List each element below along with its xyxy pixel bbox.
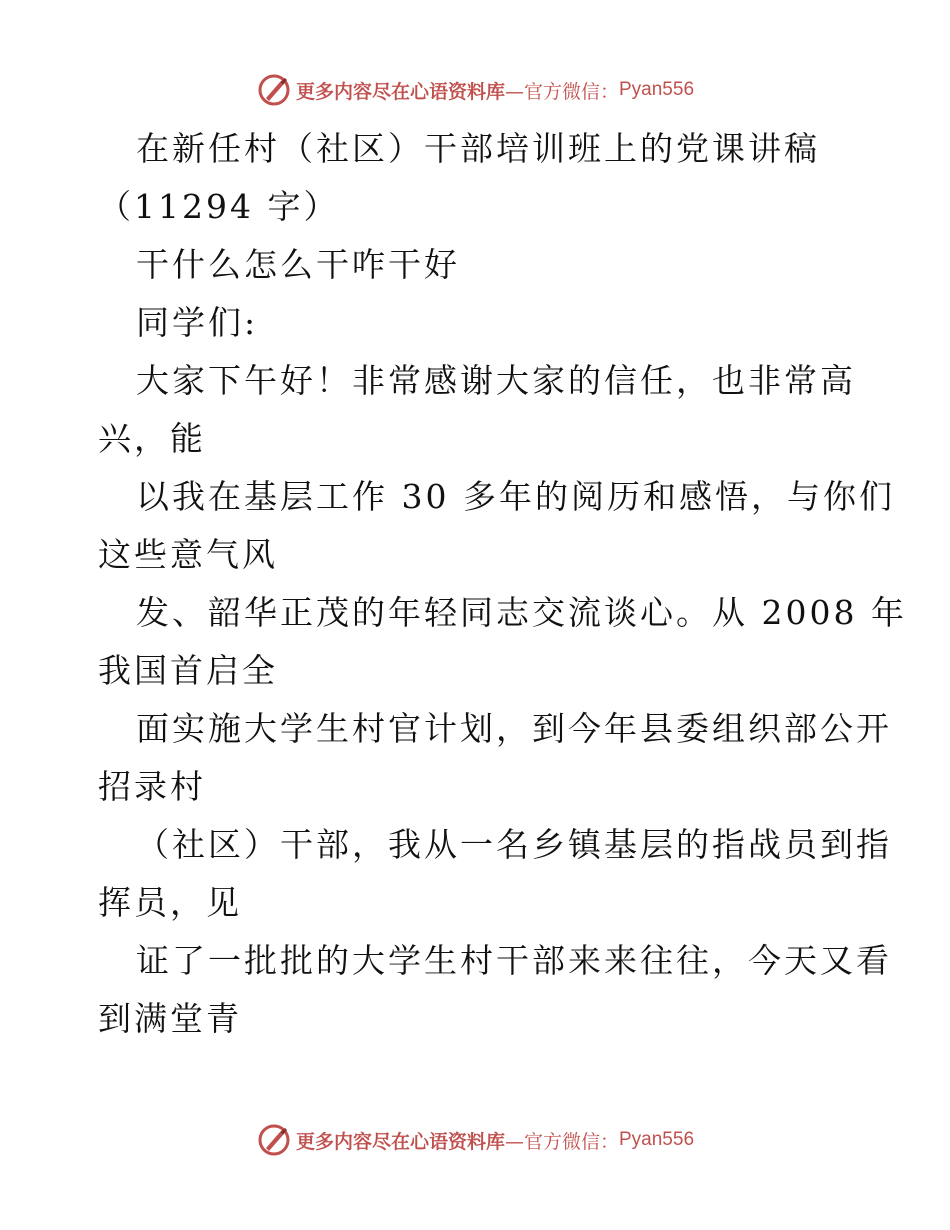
doc-line: （社区）干部，我从一名乡镇基层的指战员到指 [136, 825, 892, 864]
document-body [98, 120, 907, 1048]
header-watermark-banner [0, 70, 950, 110]
doc-line: 证了一批批的大学生村干部来来往往，今天又看 [136, 941, 892, 980]
banner-wechat-id: Pyan556 [619, 79, 695, 100]
doc-line: 招录村 [98, 767, 206, 806]
doc-line: 到满堂青 [98, 999, 242, 1038]
pen-logo-icon [256, 1122, 292, 1158]
banner-wechat-id: Pyan556 [619, 1129, 695, 1150]
doc-line: 以我在基层工作 30 多年的阅历和感悟，与你们 [136, 477, 895, 516]
banner-text: 更多内容尽在心语资料库 [295, 1130, 505, 1153]
banner-text: 更多内容尽在心语资料库 [295, 80, 505, 103]
doc-line: 兴，能 [98, 419, 206, 458]
doc-line: 挥员，见 [98, 883, 242, 922]
doc-subtitle: 干什么怎么干咋干好 [136, 245, 460, 284]
doc-line: 面实施大学生村官计划，到今年县委组织部公开 [136, 709, 892, 748]
pen-logo-icon [256, 72, 292, 108]
doc-line: 这些意气风 [98, 535, 278, 574]
banner-separator: —官方微信： [504, 80, 619, 103]
doc-title: 在新任村（社区）干部培训班上的党课讲稿 [136, 129, 820, 168]
doc-line: 发、韶华正茂的年轻同志交流谈心。从 2008 年 [136, 593, 907, 632]
footer-watermark-banner [0, 1120, 950, 1160]
doc-line: 大家下午好！非常感谢大家的信任，也非常高 [136, 361, 856, 400]
doc-salutation: 同学们: [136, 303, 259, 342]
banner-separator: —官方微信： [504, 1130, 619, 1153]
doc-line: 我国首启全 [98, 651, 278, 690]
doc-wordcount: （11294 字） [98, 187, 340, 226]
